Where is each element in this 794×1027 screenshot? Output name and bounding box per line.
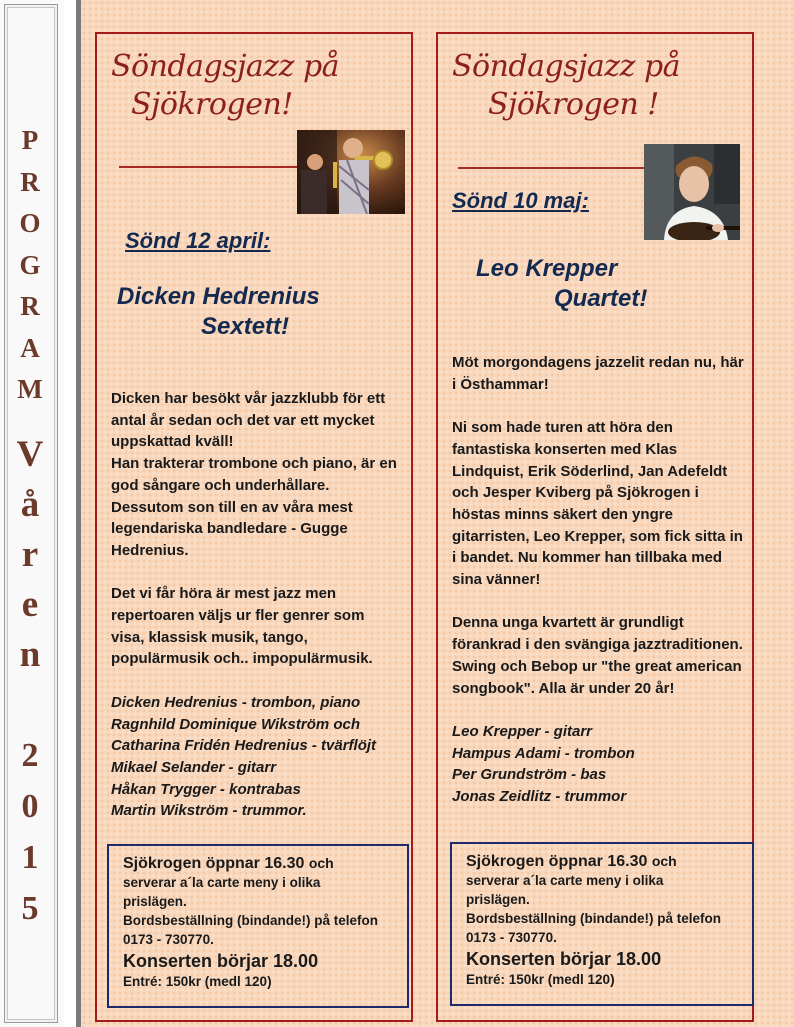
concert-description (452, 352, 750, 808)
banner-letter: n (19, 634, 41, 675)
banner-letter: r (21, 534, 39, 575)
lineup-member: Hampus Adami - trombon (452, 744, 635, 762)
opening-time-suffix: och (651, 853, 677, 869)
guitarist-image (644, 144, 740, 240)
title-line-2: Sjökrogen ! (488, 87, 659, 122)
banner-digit: 1 (21, 839, 39, 876)
band-name-line-1: Dicken Hedrenius (117, 283, 320, 310)
booking-line: Bordsbeställning (bindande!) på telefon (123, 913, 379, 928)
concert-date: Sönd 10 maj: (452, 188, 589, 213)
lineup-member: Ragnhild Dominique Wikström och (111, 715, 361, 733)
banner-letter: A (20, 332, 40, 363)
lineup-member: Dicken Hedrenius - trombon, piano (111, 693, 361, 711)
opening-time-suffix: och (308, 855, 334, 871)
panel-title (452, 48, 680, 124)
concert-start: Konserten börjar 18.00 (466, 949, 662, 969)
banner-digit: 5 (21, 890, 39, 927)
banner-year (0, 730, 60, 934)
concert-panel-april (95, 32, 413, 1022)
banner-letter: P (21, 125, 39, 155)
concert-start: Konserten börjar 18.00 (123, 951, 319, 971)
lineup-member: Jonas Zeidlitz - trummor (452, 788, 627, 806)
band-lineup (452, 721, 750, 808)
title-line-2: Sjökrogen! (131, 87, 293, 122)
banner-season (0, 430, 60, 680)
concert-description (111, 388, 401, 822)
banner-letter: M (17, 374, 43, 404)
menu-line: prislägen. (123, 894, 187, 909)
lineup-member: Martin Wikström - trummor. (111, 802, 307, 820)
venue-info-box (450, 842, 754, 1006)
phone-number: 0173 - 730770. (466, 930, 557, 945)
menu-line: prislägen. (466, 892, 530, 907)
title-line-1: Söndagsjazz på (452, 49, 681, 84)
banner-program (0, 120, 60, 411)
trombone-player-photo (297, 130, 405, 214)
banner-gap (64, 0, 76, 1027)
lineup-member: Leo Krepper - gitarr (452, 722, 593, 740)
banner-letter: G (19, 249, 41, 280)
banner-letter: V (16, 434, 44, 475)
panel-title (111, 48, 339, 124)
entry-price: Entré: 150kr (medl 120) (123, 974, 272, 989)
banner-letter: O (19, 208, 41, 238)
side-banner (0, 0, 64, 1027)
banner-letter: R (20, 291, 40, 321)
opening-time-text: Sjökrogen öppnar 16.30 (466, 853, 648, 870)
entry-price: Entré: 150kr (medl 120) (466, 972, 615, 987)
banner-digit: 0 (21, 788, 39, 825)
band-name-line-2: Quartet! (554, 285, 648, 312)
lineup-member: Per Grundström - bas (452, 766, 607, 784)
band-name-line-2: Sextett! (201, 313, 290, 340)
concert-panel-may (436, 32, 754, 1022)
lineup-member: Catharina Fridén Hedrenius - tvärflöjt (111, 737, 377, 755)
venue-info-box (107, 844, 409, 1008)
banner-digit: 2 (21, 737, 39, 774)
description-paragraph: Han trakterar trombone och piano, är en god sångare och underhållare. Dessutom son till en av våra mest legendariska bandledare - Gugge Hedrenius. (111, 455, 397, 559)
guitarist-photo (644, 144, 740, 240)
banner-letter: e (21, 584, 39, 625)
title-rule (458, 167, 644, 169)
trombone-player-image (297, 130, 405, 214)
band-name (117, 282, 320, 342)
banner-letter: å (20, 484, 40, 525)
band-lineup (111, 692, 401, 822)
opening-time (466, 852, 752, 871)
description-paragraph: Ni som hade turen att höra den fantastiska konserten med Klas Lindquist, Erik Söderlind, Jan Adefeldt och Jesper Kviberg på Sjökrogen i höstas minns säkert den yngre gitarristen, Leo Krepper, som fick sitta in i bandet. Nu kommer han tillbaka med sina vänner! (452, 419, 743, 589)
description-paragraph: Denna unga kvartett är grundligt förankrad i den svängiga jazztraditionen. Swing och Bebop ur "the great american songbook". Alla är under 20 år! (452, 614, 743, 697)
concert-date: Sönd 12 april: (125, 228, 271, 253)
booking-line: Bordsbeställning (bindande!) på telefon (466, 911, 722, 926)
opening-time-text: Sjökrogen öppnar 16.30 (123, 855, 305, 872)
lineup-member: Håkan Trygger - kontrabas (111, 780, 301, 798)
menu-line: serverar a´la carte meny i olika (123, 875, 321, 890)
lineup-member: Mikael Selander - gitarr (111, 758, 277, 776)
band-name-line-1: Leo Krepper (476, 255, 618, 282)
opening-time (123, 854, 407, 873)
band-name (476, 254, 647, 314)
phone-number: 0173 - 730770. (123, 932, 214, 947)
menu-line: serverar a´la carte meny i olika (466, 873, 664, 888)
banner-letter: R (20, 166, 40, 197)
description-paragraph: Dicken har besökt vår jazzklubb för ett antal år sedan och det var ett mycket uppskattad kväll! (111, 390, 386, 451)
title-rule (119, 166, 299, 168)
description-paragraph: Det vi får höra är mest jazz men repertoaren väljs ur fler genrer som visa, klassisk musik, tango, populärmusik och.. impopulärmusik. (111, 585, 373, 668)
title-line-1: Söndagsjazz på (111, 49, 340, 84)
description-paragraph: Möt morgondagens jazzelit redan nu, här i Östhammar! (452, 354, 744, 393)
